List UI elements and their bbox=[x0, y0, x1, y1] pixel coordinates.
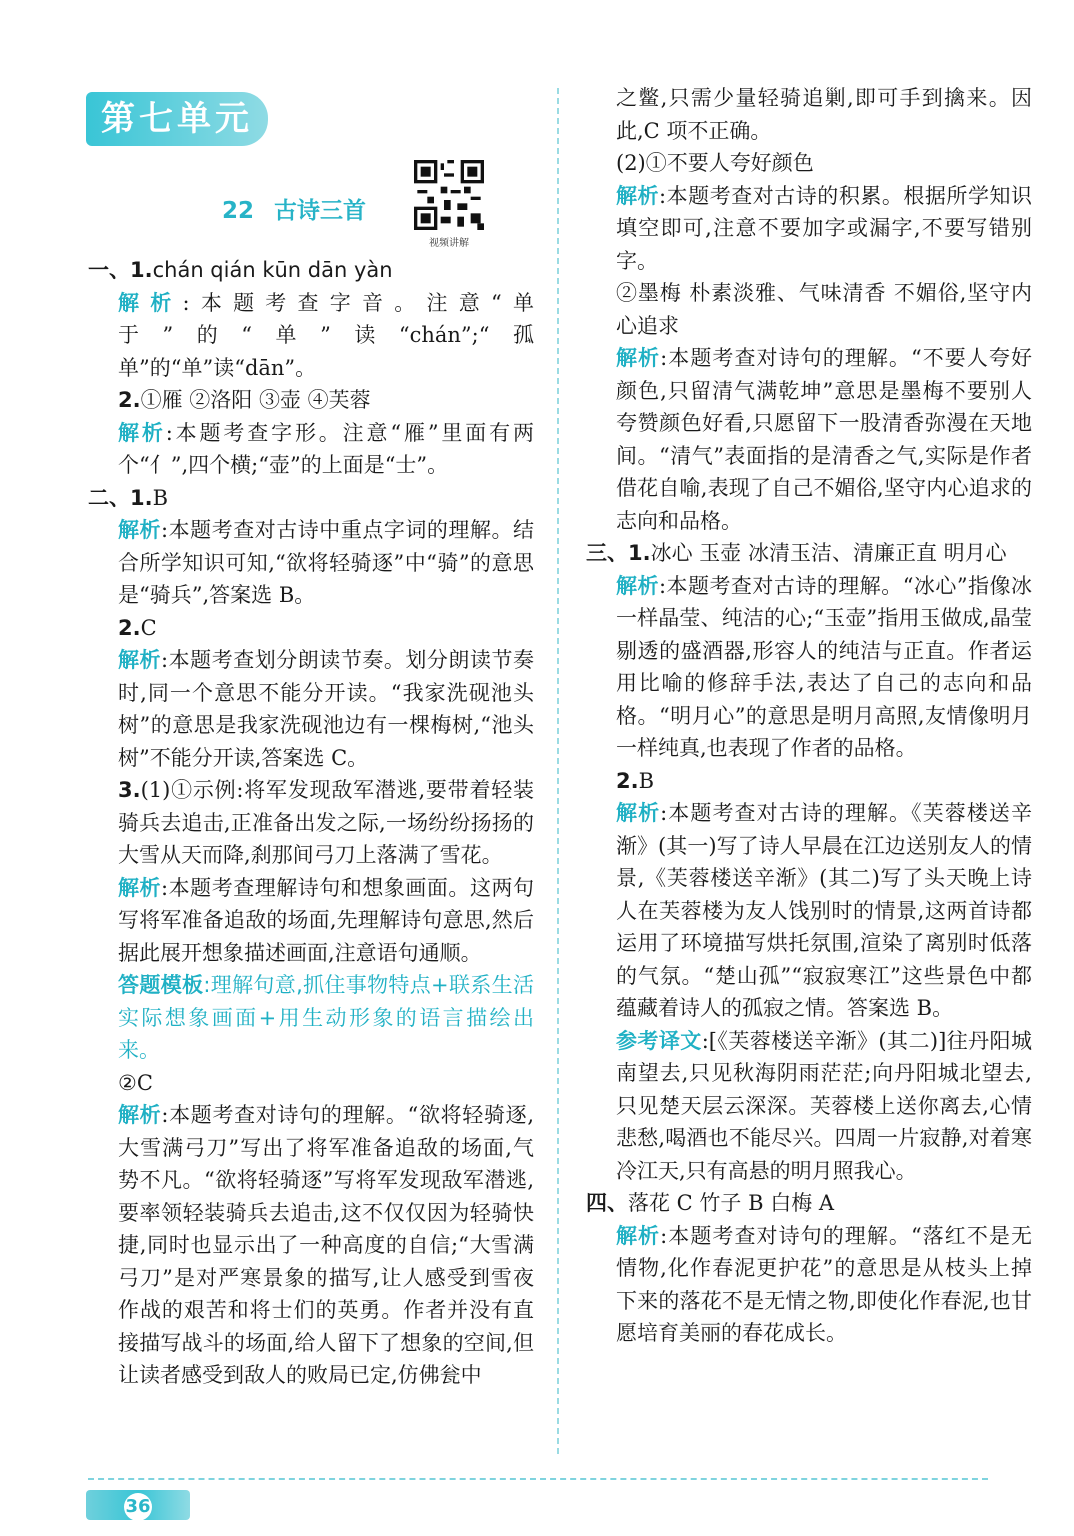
analysis-tag: 解析 bbox=[616, 1223, 661, 1248]
section-label: 三、 bbox=[586, 541, 628, 565]
analysis-tag: 解析 bbox=[118, 420, 166, 445]
answer-line bbox=[586, 765, 1032, 798]
explanation bbox=[586, 342, 1032, 537]
answer-line bbox=[88, 384, 534, 417]
answer-line bbox=[88, 774, 534, 872]
analysis-tag: 解析 bbox=[118, 518, 162, 542]
qr-code-icon[interactable] bbox=[414, 160, 484, 230]
explanation bbox=[88, 644, 534, 774]
answer-line bbox=[88, 254, 534, 287]
reference-text: :[《芙蓉楼送辛渐》(其二)]往丹阳城南望去,只见秋海阴雨茫茫;向丹阳城北望去,只见楚天层云深深。芙蓉楼上送你离去,心情悲愁,喝酒也不能尽兴。四周一片寂静,对着寒冷江天,只有高悬的明月照我心。 bbox=[616, 1028, 1032, 1183]
section-label: 一、 bbox=[88, 258, 130, 282]
answer-text: (1)①示例:将军发现敌军潜逃,要带着轻装骑兵去追击,正准备出发之际,一场纷纷扬扬的大雪从天而降,刹那间弓刀上落满了雪花。 bbox=[118, 778, 534, 867]
lesson-name: 古诗三首 bbox=[274, 198, 367, 224]
answer-text: B bbox=[638, 768, 655, 793]
explanation bbox=[586, 797, 1032, 1025]
answer-line: ②墨梅 朴素淡雅、气味清香 不媚俗,坚守内心追求 bbox=[616, 281, 1032, 338]
lesson-title bbox=[222, 192, 366, 225]
analysis-tag: 解析 bbox=[118, 875, 162, 900]
page-number: 36 bbox=[124, 1493, 152, 1521]
analysis-tag: 解析 bbox=[118, 1103, 162, 1127]
explanation bbox=[586, 180, 1032, 278]
answer-line: (2)①不要人夸好颜色 bbox=[616, 151, 814, 175]
question-number: 2. bbox=[616, 768, 639, 793]
explanation bbox=[88, 1099, 534, 1392]
explanation bbox=[88, 417, 534, 482]
answer-text: 冰心 玉壶 冰清玉洁、清廉正直 明月心 bbox=[650, 541, 1007, 565]
explanation-text: :本题考查对古诗的积累。根据所学知识填空即可,注意不要加字或漏字,不要写错别字。 bbox=[616, 183, 1032, 273]
explanation bbox=[88, 287, 534, 385]
continued-text: 之鳖,只需少量轻骑追剿,即可手到擒来。因此,C 项不正确。 bbox=[616, 86, 1032, 143]
answer-line bbox=[586, 537, 1032, 570]
answer-text: B bbox=[152, 485, 169, 510]
left-column bbox=[88, 254, 534, 1392]
explanation bbox=[586, 1220, 1032, 1350]
reference-tag: 参考译文 bbox=[616, 1028, 702, 1053]
answer-text: 落花 C 竹子 B 白梅 A bbox=[628, 1191, 835, 1215]
explanation-text: :本题考查对古诗中重点字词的理解。结合所学知识可知,“欲将轻骑逐”中“骑”的意思是“骑兵”,答案选 B。 bbox=[118, 518, 534, 607]
answer-text: ①雁 ②洛阳 ③壶 ④芙蓉 bbox=[140, 388, 371, 412]
analysis-tag: 解析 bbox=[616, 346, 661, 370]
unit-badge: 第七单元 bbox=[86, 92, 268, 146]
answer-text: ②C bbox=[118, 1070, 153, 1095]
explanation-text: :本题考查对诗句的理解。“落红不是无情物,化作春泥更护花”的意思是从枝头上掉下来的落花不是无情之物,即使化作春泥,也甘愿培育美丽的春花成长。 bbox=[616, 1223, 1032, 1345]
right-column bbox=[586, 82, 1032, 1350]
question-number: 1. bbox=[130, 485, 153, 510]
qr-caption: 视频讲解 bbox=[429, 238, 469, 249]
explanation-text: :本题考查字形。注意“雁”里面有两个“亻”,四个横;“壶”的上面是“士”。 bbox=[118, 420, 535, 477]
analysis-tag: 解析 bbox=[616, 183, 660, 208]
answer-text: chán qián kūn dān yàn bbox=[152, 258, 393, 282]
answer-line bbox=[586, 1187, 1032, 1220]
analysis-tag: 解析 bbox=[616, 573, 659, 598]
section-label: 二、 bbox=[88, 485, 130, 510]
lesson-number: 22 bbox=[222, 198, 255, 224]
explanation bbox=[88, 872, 534, 970]
answer-line bbox=[88, 482, 534, 515]
template-tag: 答题模板 bbox=[118, 973, 204, 997]
question-number: 2. bbox=[118, 615, 141, 640]
reference-translation bbox=[586, 1025, 1032, 1188]
explanation-text: :本题考查对诗句的理解。“欲将轻骑逐,大雪满弓刀”写出了将军准备追敌的场面,气势不凡。“欲将轻骑逐”写将军发现敌军潜逃,要率领轻装骑兵去追击,这不仅仅因为轻骑快捷,同时也显示出了一种高度的自信;“大雪满弓刀”是对严寒景象的描写,让人感受到雪夜作战的艰苦和将士们的英勇。作者并没有直接描写战斗的场面,给人留下了想象的空间,但让读者感受到敌人的败局已定,仿佛瓮中 bbox=[118, 1103, 534, 1387]
explanation-text: :本题考查对诗句的理解。“不要人夸好颜色,只留清气满乾坤”意思是墨梅不要别人夸赞颜色好看,只愿留下一股清香弥漫在天地间。“清气”表面指的是清香之气,实际是作者借花自喻,表现了自己不媚俗,坚守内心追求的志向和品格。 bbox=[616, 346, 1032, 533]
explanation-text: :本题考查划分朗读节奏。划分朗读节奏时,同一个意思不能分开读。“我家洗砚池头树”的意思是我家洗砚池边有一棵梅树,“池头树”不能分开读,答案选 C。 bbox=[118, 648, 534, 770]
template-text: :理解句意,抓住事物特点+联系生活实际想象画面+用生动形象的语言描绘出来。 bbox=[118, 973, 534, 1062]
question-number: 2. bbox=[118, 388, 141, 412]
section-label: 四、 bbox=[586, 1191, 628, 1215]
answer-line bbox=[88, 612, 534, 645]
analysis-tag: 解析 bbox=[616, 801, 661, 825]
explanation-text: :本题考查字音。注意“单于”的“单”读“chán”;“孤单”的“单”读“dān”。 bbox=[118, 290, 535, 380]
column-divider bbox=[557, 88, 559, 1454]
question-number: 3. bbox=[118, 778, 141, 802]
explanation bbox=[88, 514, 534, 612]
explanation bbox=[586, 570, 1032, 765]
footer-divider bbox=[88, 1478, 988, 1480]
answer-template bbox=[88, 969, 534, 1067]
explanation-text: :本题考查理解诗句和想象画面。这两句写将军准备追敌的场面,先理解诗句意思,然后据此展开想象描述画面,注意语句通顺。 bbox=[118, 875, 534, 965]
analysis-tag: 解析 bbox=[118, 648, 162, 672]
analysis-tag: 解析 bbox=[118, 290, 183, 315]
explanation-text: :本题考查对古诗的理解。“冰心”指像冰一样晶莹、纯洁的心;“玉壶”指用玉做成,晶莹剔透的盛酒器,形容人的纯洁与正直。作者运用比喻的修辞手法,表达了自己的志向和品格。“明月心”的意思是明月高照,友情像明月一样纯真,也表现了作者的品格。 bbox=[616, 573, 1033, 760]
question-number: 1. bbox=[130, 258, 153, 282]
answer-line bbox=[88, 1067, 534, 1100]
explanation-text: :本题考查对古诗的理解。《芙蓉楼送辛渐》(其一)写了诗人早晨在江边送别友人的情景,《芙蓉楼送辛渐》(其二)写了头天晚上诗人在芙蓉楼为友人饯别时的情景,这两首诗都运用了环境描写烘托氛围,渲染了离别时低落的气氛。“楚山孤”“寂寂寒江”这些景色中都蕴藏着诗人的孤寂之情。答案选 B。 bbox=[616, 801, 1033, 1020]
page-number-badge bbox=[86, 1490, 190, 1520]
answer-text: C bbox=[140, 615, 157, 640]
question-number: 1. bbox=[628, 541, 651, 565]
